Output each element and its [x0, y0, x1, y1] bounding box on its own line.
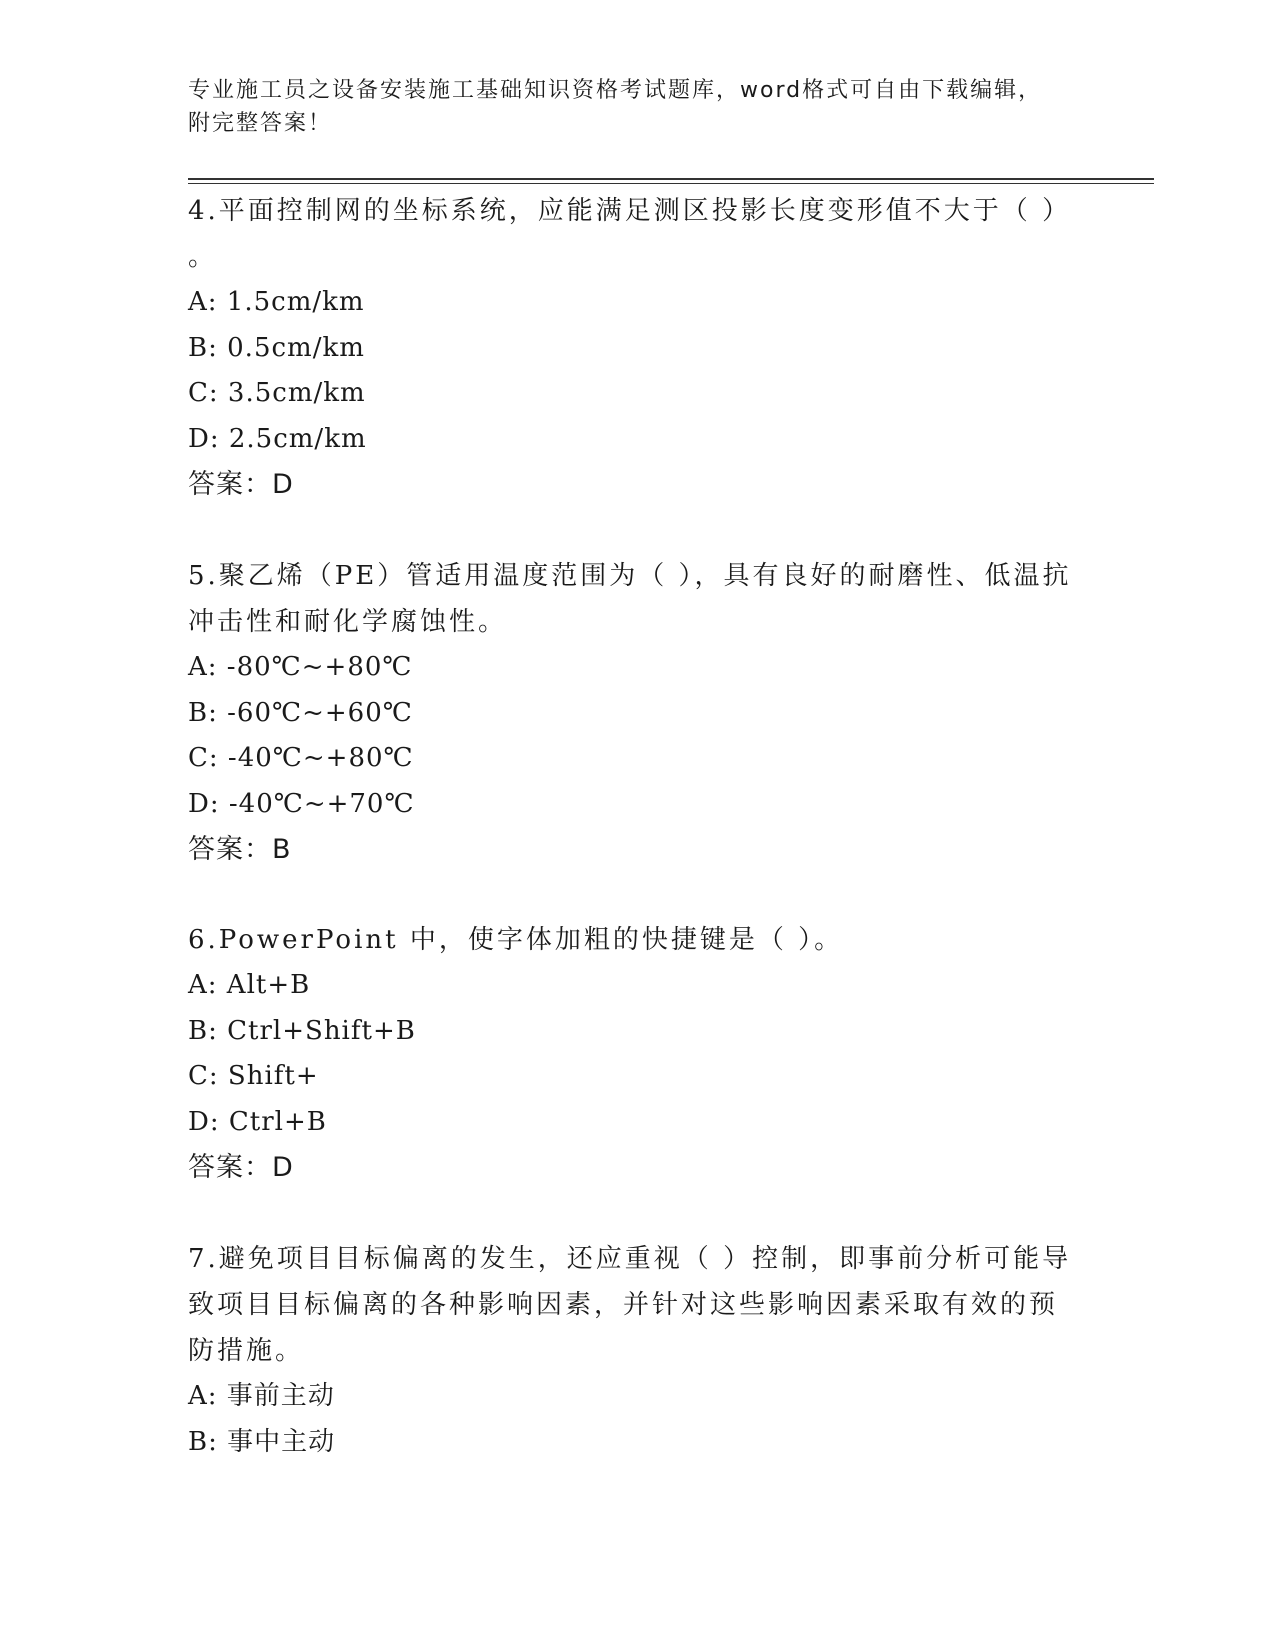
question-stem: 5.聚乙烯（PE）管适用温度范围为（ ），具有良好的耐磨性、低温抗 冲击性和耐化学腐蚀性。 [188, 561, 1072, 637]
option-b: B: 0.5cm/km [188, 332, 365, 363]
question-stem: 6.PowerPoint 中，使字体加粗的快捷键是（ ）。 [188, 925, 844, 955]
option-a: A: -80℃~+80℃ [188, 652, 413, 682]
answer-line: 答案：D [188, 469, 294, 500]
option-c: C: Shift+ [188, 1061, 319, 1091]
header-divider-thick [188, 178, 1154, 180]
document-header [188, 74, 1088, 140]
option-d: D: -40℃~+70℃ [188, 788, 415, 819]
question-7 [188, 1236, 1088, 1465]
header-divider-thin [188, 183, 1154, 184]
question-stem: 7.避免项目目标偏离的发生，还应重视（ ）控制，即事前分析可能导 致项目目标偏离的各种影响因素，并针对这些影响因素采取有效的预 防措施。 [188, 1244, 1072, 1366]
question-stem: 4.平面控制网的坐标系统，应能满足测区投影长度变形值不大于（ ） 。 [188, 196, 1072, 272]
header-title-line1: 专业施工员之设备安装施工基础知识资格考试题库，word格式可自由下载编辑， [188, 78, 1043, 103]
option-d: D: 2.5cm/km [188, 423, 367, 454]
header-title-line2: 附完整答案！ [188, 111, 333, 136]
question-6 [188, 917, 1088, 1190]
option-b: B: -60℃~+60℃ [188, 697, 413, 728]
question-5 [188, 553, 1088, 872]
answer-line: 答案：B [188, 834, 292, 865]
question-4 [188, 188, 1088, 507]
option-a: A: 1.5cm/km [188, 287, 365, 317]
option-b: B: 事中主动 [188, 1426, 336, 1457]
option-c: C: -40℃~+80℃ [188, 743, 414, 773]
option-b: B: Ctrl+Shift+B [188, 1015, 416, 1046]
option-c: C: 3.5cm/km [188, 378, 366, 408]
answer-line: 答案：D [188, 1152, 294, 1183]
option-a: A: Alt+B [188, 970, 311, 1000]
option-d: D: Ctrl+B [188, 1106, 327, 1137]
option-a: A: 事前主动 [188, 1381, 335, 1411]
